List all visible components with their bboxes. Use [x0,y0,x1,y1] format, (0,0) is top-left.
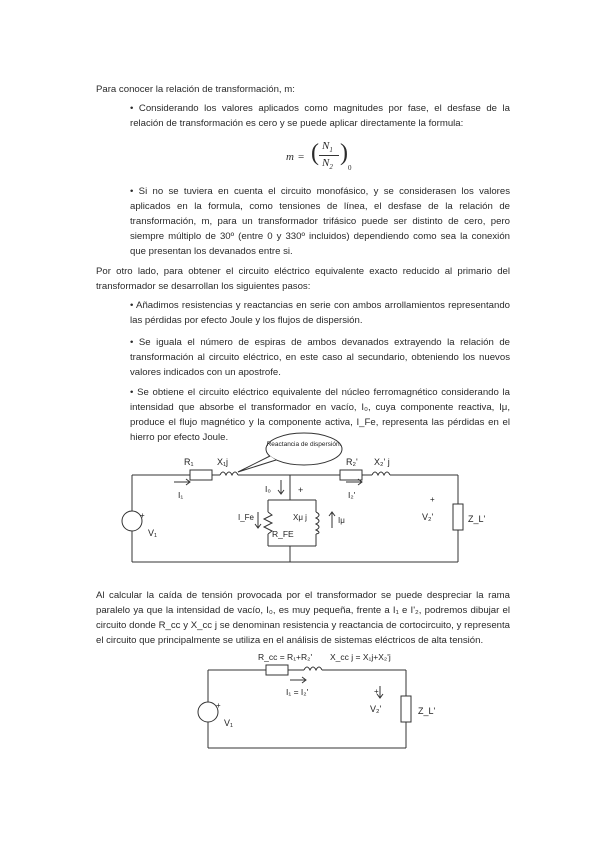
equivalent-circuit-diagram [120,432,510,578]
label-ife: I_Fe [238,513,255,522]
label-x1: X₁j [217,457,229,467]
bullet-b3: • Se obtiene el circuito eléctrico equivalente del núcleo ferromagnético considerando la intensidad que absorbe el transformador en vacío, I₀, cuya componente reactiva, Iμ, produce el flujo magnético y la componente activa, I_Fe, representa las pérdidas en el hierro por efecto Joule. [130,387,510,443]
dispersion-bubble [266,433,342,465]
plus-v2: + [430,495,435,504]
v1-source [122,511,142,531]
zl-load [453,504,463,530]
bubble-text: Reactancia de dispersión. [266,441,342,448]
formula-m: m = ( $N_1$ $N_2$ ) 0 [286,140,352,172]
zl-load-2 [401,696,411,722]
label-zl-2: Z_L' [418,706,436,716]
xcc-inductor [304,667,322,670]
label-v1-2: V₁ [224,718,234,728]
plus-v1-2: + [216,701,221,710]
bullet-a2: • Si no se tuviera en cuenta el circuito monofásico, y se considerasen los valores aplicados en la formula, como tensiones de línea, el desfase de la relación de transformación, m, para un transformador trifásico puede ser distinto de cero, pero siempre múltiplo de 30º (entre 0 y 330º incluidos) dependiendo como sea la conexión que presentan los devanados entre si. [130,186,510,257]
x2-inductor [372,472,390,475]
plus-mid: + [298,485,304,495]
xmu-inductor [316,512,319,534]
plus-v1: + [140,511,145,520]
v1-source-2 [198,702,218,722]
label-i1: I₁ [178,490,184,500]
label-i: I₁ = I₂' [286,687,309,697]
short-circuit-diagram [196,650,446,754]
bullet-b1: • Añadimos resistencias y reactancias en serie con ambos arrollamientos representando las pérdidas por efecto Joule y los flujos de dispersión. [130,300,510,326]
paragraph-2: Por otro lado, para obtener el circuito eléctrico equivalente exacto reducido al primario del transformador se desarrollan los siguientes pasos: [96,266,510,292]
rcc-resistor [266,665,288,675]
label-imu: Iμ [338,516,345,525]
plus-v2-2: + [374,687,379,696]
r2-resistor [340,470,362,480]
label-rfe: R_FE [272,529,294,539]
label-v2: V₂' [422,512,434,522]
label-v1: V₁ [148,528,158,538]
label-rcc: R_cc = R₁+R₂' [258,652,313,662]
label-x2: X₂' j [374,457,390,467]
bullet-b2: • Se iguala el número de espiras de ambos devanados extrayendo la relación de transformación al circuito eléctrico, en este caso al secundario, obteniendo los nuevos valores indicados con un apostrofe. [130,337,510,378]
label-i0: I₀ [265,484,271,494]
paragraph-3: Al calcular la caída de tensión provocada por el transformador se puede despreciar la rama paralelo ya que la intensidad de vacío, I₀, es muy pequeña, frente a I₁ e I'₂, podremos dibujar el circuito donde R_cc y X_cc j se denominan resistencia y reactancia de cortocircuito, y representa el circuito que principalmente se utiliza en el análisis de sistemas eléctricos de alta tensión. [96,590,510,646]
label-xmu: Xμ j [293,513,307,522]
label-r2: R₂' [346,457,358,467]
r1-resistor [190,470,212,480]
rfe-resistor [264,512,272,534]
label-v2-2: V₂' [370,704,382,714]
bullet-a1: • Considerando los valores aplicados como magnitudes por fase, el desfase de la relación de transformación es cero y se puede aplicar directamente la formula: [130,103,510,129]
label-r1: R₁ [184,457,194,467]
label-zl: Z_L' [468,514,486,524]
label-xcc: X_cc j = X₁j+X₂'j [330,652,391,662]
x1-inductor [220,472,238,475]
intro-text: Para conocer la relación de transformación, m: [96,84,295,95]
label-i2: I₂' [348,490,356,500]
